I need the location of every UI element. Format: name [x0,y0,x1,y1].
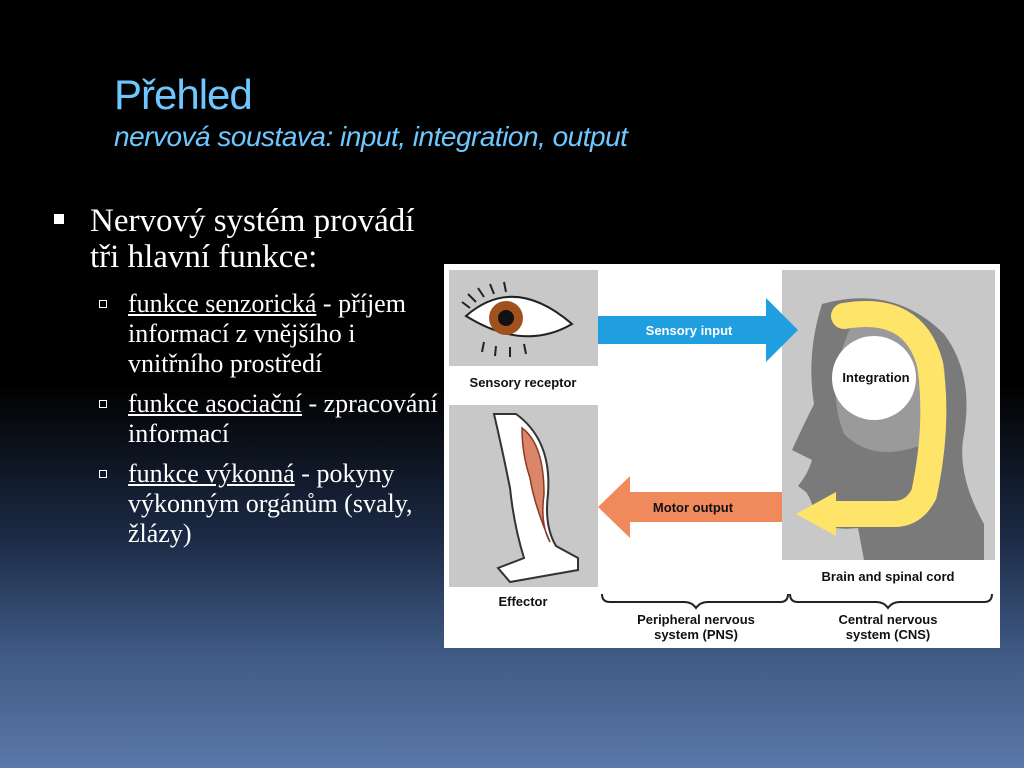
cns-label-line1: Central nervous [838,612,938,627]
pns-label-line2: system (PNS) [654,627,738,642]
cns-label-line2: system (CNS) [845,627,931,642]
brain-spinal-label: Brain and spinal cord [821,569,955,584]
effector-label: Effector [498,594,548,609]
sub-bullet-sensory [54,289,444,379]
association-function-desc: - zpracování informací [128,389,438,448]
sub-bullet-association [54,389,444,449]
hollow-square-bullet-icon [99,300,107,308]
slide-title: Přehled [114,71,252,118]
sensory-receptor-label: Sensory receptor [469,375,577,390]
pns-brace [602,594,788,608]
bullet-main [54,203,444,275]
sensory-function-desc: - příjem informací z vnějšího i vnitřního prostředí [128,289,406,378]
hollow-square-bullet-icon [99,470,107,478]
cns-brace [790,594,992,608]
motor-output-label: Motor output [652,500,734,515]
sub-bullet-executive [54,459,444,549]
sub-bullet-list [54,289,444,549]
executive-function-desc: - pokyny výkonným orgánům (svaly, žlázy) [128,459,413,548]
hollow-square-bullet-icon [99,400,107,408]
association-function-link[interactable]: funkce asociační [128,389,302,418]
executive-function-link[interactable]: funkce výkonná [128,459,295,488]
diagram-svg [444,264,1000,648]
slide-subtitle: nervová soustava: input, integration, output [114,121,628,152]
bullet-list [54,203,444,559]
title-block [114,70,627,154]
square-bullet-icon [54,214,64,224]
pns-label-line1: Peripheral nervous [637,612,755,627]
integration-label: Integration [842,370,910,385]
nervous-system-diagram [444,264,1000,648]
sensory-function-link[interactable]: funkce senzorická [128,289,317,318]
bullet-main-text: Nervový systém provádí tři hlavní funkce: [90,203,415,275]
sensory-input-label: Sensory input [645,323,733,338]
